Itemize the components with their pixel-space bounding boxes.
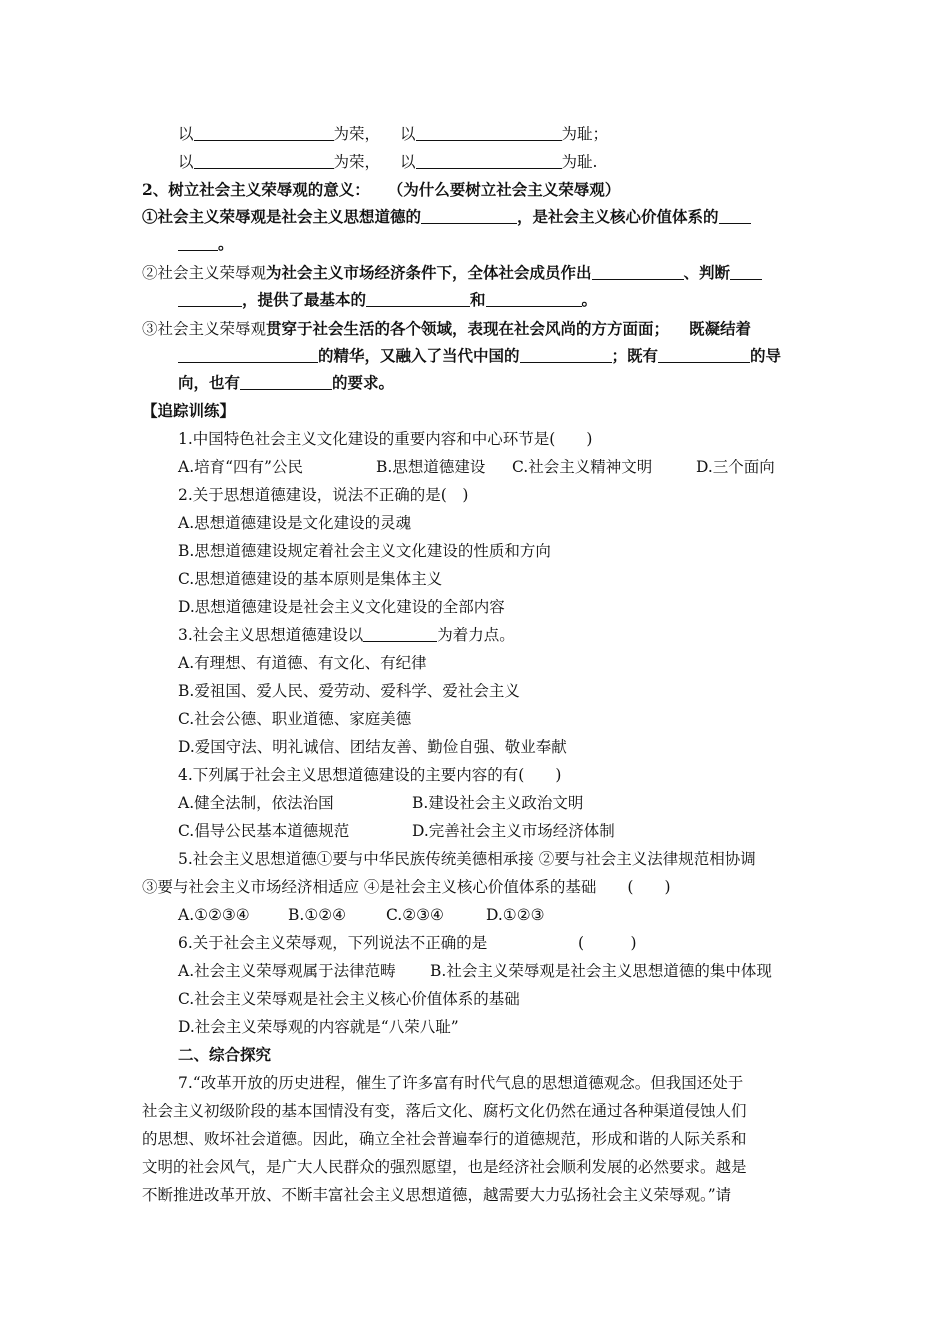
question-7-line: 的思想、败坏社会道德。因此，确立全社会普遍奉行的道德规范，形成和谐的人际关系和 xyxy=(142,1130,747,1148)
blank[interactable] xyxy=(194,124,334,141)
option-a[interactable]: A.①②③④ xyxy=(178,906,250,924)
blank[interactable] xyxy=(416,124,562,141)
blank[interactable] xyxy=(730,263,762,280)
option-a[interactable]: A.思想道德建设是文化建设的灵魂 xyxy=(178,514,412,532)
para-text: 社会主义荣辱观 xyxy=(157,264,267,282)
para-text: 的要求。 xyxy=(332,373,395,392)
answer-paren: ( ) xyxy=(578,934,637,952)
para-text: 。 xyxy=(218,234,234,253)
question-7-line: 社会主义初级阶段的基本国情没有变，落后文化、腐朽文化仍然在通过各种渠道侵蚀人们 xyxy=(142,1102,747,1120)
paragraph-1-line-2 xyxy=(178,234,234,256)
question-4-options-row-1 xyxy=(178,793,818,815)
blank[interactable] xyxy=(178,346,318,363)
question-5-stem-line-2: ③要与社会主义市场经济相适应 ④是社会主义核心价值体系的基础 ( ) xyxy=(142,878,671,896)
fill-line-2 xyxy=(178,152,597,174)
section-heading xyxy=(142,180,620,202)
blank[interactable] xyxy=(178,290,242,307)
blank[interactable] xyxy=(363,625,437,642)
question-7-line: 7.“改革开放的历史进程，催生了许多富有时代气息的思想道德观念。但我国还处于 xyxy=(178,1074,744,1092)
option-d[interactable]: D.完善社会主义市场经济体制 xyxy=(412,822,615,840)
section-explore-heading: 二、综合探究 xyxy=(178,1045,272,1064)
fill-line-1 xyxy=(178,124,608,146)
para-text: 的导 xyxy=(750,346,782,365)
option-c[interactable]: C.社会主义荣辱观是社会主义核心价值体系的基础 xyxy=(178,990,520,1008)
question-4-stem: 4.下列属于社会主义思想道德建设的主要内容的有( ) xyxy=(178,766,562,784)
question-1-options xyxy=(178,457,818,479)
question-4-options-row-2 xyxy=(178,821,818,843)
option-b[interactable]: B.思想道德建设规定着社会主义文化建设的性质和方向 xyxy=(178,542,551,560)
option-b[interactable]: B.建设社会主义政治文明 xyxy=(412,794,584,812)
heading-note: （为什么要树立社会主义荣辱观） xyxy=(387,180,621,199)
option-d[interactable]: D.思想道德建设是社会主义文化建设的全部内容 xyxy=(178,598,505,616)
para-text: 。 xyxy=(581,290,598,309)
option-c[interactable]: C.思想道德建设的基本原则是集体主义 xyxy=(178,570,443,588)
fill-text: 以 xyxy=(178,153,194,171)
para-text: 为社会主义市场经济条件下，全体社会成员作出 xyxy=(266,263,592,282)
circled-number: ③ xyxy=(142,320,158,338)
circled-number: ① xyxy=(142,207,158,226)
blank[interactable] xyxy=(486,290,582,307)
option-b[interactable]: B.爱祖国、爱人民、爱劳动、爱科学、爱社会主义 xyxy=(178,682,520,700)
heading-text: 2、树立社会主义荣辱观的意义： xyxy=(142,180,370,199)
question-5-stem-line-1: 5.社会主义思想道德①要与中华民族传统美德相承接 ②要与社会主义法律规范相协调 xyxy=(178,850,756,868)
option-a[interactable]: A.有理想、有道德、有文化、有纪律 xyxy=(178,654,427,672)
para-text: 贯穿于社会生活的各个领域，表现在社会风尚的方方面面； xyxy=(266,319,670,338)
option-c[interactable]: C.社会公德、职业道德、家庭美德 xyxy=(178,710,412,728)
blank[interactable] xyxy=(240,373,332,390)
option-b[interactable]: B.社会主义荣辱观是社会主义思想道德的集中体现 xyxy=(430,962,772,980)
paragraph-3-line-1 xyxy=(142,319,751,341)
option-c[interactable]: C.②③④ xyxy=(386,906,444,924)
question-3-stem xyxy=(178,625,515,647)
paragraph-3-line-2 xyxy=(178,346,781,368)
option-d[interactable]: D.①②③ xyxy=(486,906,545,924)
paragraph-1-line-1 xyxy=(142,207,751,229)
fill-text: 以 xyxy=(400,153,416,171)
question-2-stem: 2.关于思想道德建设，说法不正确的是( ) xyxy=(178,486,469,504)
blank[interactable] xyxy=(520,346,612,363)
option-a[interactable]: A.培育“四有”公民 xyxy=(178,458,303,476)
para-text: 、判断 xyxy=(683,263,731,282)
para-text: 既凝结着 xyxy=(689,319,752,338)
blank[interactable] xyxy=(719,207,751,224)
stem-text: 3.社会主义思想道德建设以 xyxy=(178,626,364,644)
para-text: 社会主义荣辱观 xyxy=(157,320,267,338)
option-a[interactable]: A.健全法制，依法治国 xyxy=(178,794,334,812)
blank[interactable] xyxy=(178,234,218,251)
blank[interactable] xyxy=(194,152,334,169)
paragraph-3-line-3 xyxy=(178,373,394,395)
option-d[interactable]: D.社会主义荣辱观的内容就是“八荣八耻” xyxy=(178,1018,459,1036)
stem-text: 6.关于社会主义荣辱观，下列说法不正确的是 xyxy=(178,934,488,952)
fill-text: 为荣， xyxy=(333,153,381,171)
blank[interactable] xyxy=(592,263,684,280)
paragraph-2-line-2 xyxy=(178,290,597,312)
blank[interactable] xyxy=(366,290,470,307)
option-b[interactable]: B.思想道德建设 xyxy=(376,458,486,476)
question-7-line: 不断推进改革开放、不断丰富社会主义思想道德，越需要大力弘扬社会主义荣辱观。”请 xyxy=(142,1186,732,1204)
question-6-stem xyxy=(178,933,818,955)
para-text: 向，也有 xyxy=(178,373,241,392)
blank[interactable] xyxy=(416,152,562,169)
fill-text: 以 xyxy=(400,125,416,143)
option-d[interactable]: D.三个面向 xyxy=(696,458,775,476)
option-c[interactable]: C.社会主义精神文明 xyxy=(512,458,653,476)
fill-text: 为耻； xyxy=(561,125,609,143)
para-text: ，提供了最基本的 xyxy=(242,290,367,309)
fill-text: 为耻. xyxy=(561,153,598,171)
question-7-line: 文明的社会风气，是广大人民群众的强烈愿望，也是经济社会顺利发展的必然要求。越是 xyxy=(142,1158,747,1176)
para-text: 社会主义荣辱观是社会主义思想道德的 xyxy=(157,207,422,226)
question-1-stem: 1.中国特色社会主义文化建设的重要内容和中心环节是( ) xyxy=(178,430,593,448)
para-text: 和 xyxy=(470,290,486,309)
option-a[interactable]: A.社会主义荣辱观属于法律范畴 xyxy=(178,962,396,980)
fill-text: 为荣， xyxy=(333,125,381,143)
training-heading: 【追踪训练】 xyxy=(142,401,236,420)
stem-text: 为着力点。 xyxy=(437,626,515,644)
question-6-options-row-1 xyxy=(178,961,818,983)
para-text: ；既有 xyxy=(611,346,659,365)
fill-text: 以 xyxy=(178,125,194,143)
option-b[interactable]: B.①②④ xyxy=(288,906,347,924)
blank[interactable] xyxy=(421,207,517,224)
option-d[interactable]: D.爱国守法、明礼诚信、团结友善、勤俭自强、敬业奉献 xyxy=(178,738,567,756)
circled-number: ② xyxy=(142,264,158,282)
paragraph-2-line-1 xyxy=(142,263,762,285)
question-5-options xyxy=(178,905,818,927)
option-c[interactable]: C.倡导公民基本道德规范 xyxy=(178,822,350,840)
blank[interactable] xyxy=(658,346,750,363)
para-text: 的精华，又融入了当代中国的 xyxy=(318,346,520,365)
para-text: ，是社会主义核心价值体系的 xyxy=(517,207,719,226)
